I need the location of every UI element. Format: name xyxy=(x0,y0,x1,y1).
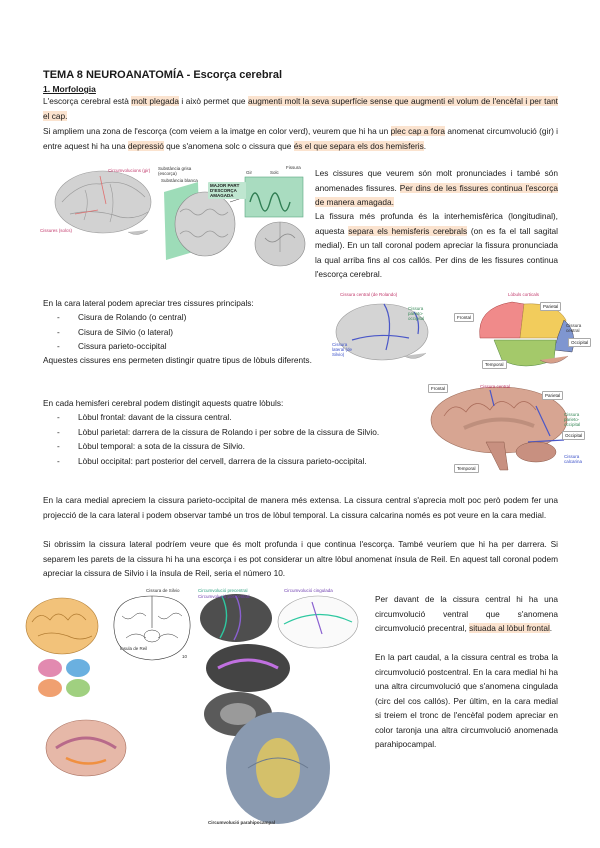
label-insula: Ínsula de Reil xyxy=(120,646,148,651)
label-gyrus: Gir xyxy=(246,170,252,175)
label-temporal: Temporal xyxy=(482,360,507,369)
paragraph-5: En la cara lateral podem apreciar tres cissures principals: xyxy=(43,298,254,308)
list-item: - Lòbul occipital: part posterior del cervell, darrera de la cissura parieto-occipital. xyxy=(43,454,423,469)
label-frontal: Frontal xyxy=(454,313,474,322)
paragraph-7: En cada hemisferi cerebral podem distingit aquests quatre lòbuls: xyxy=(43,398,284,408)
paragraph-4: La fissura més profunda és la interhemisfèrica (longitudinal), aquesta separa els hemisferis cerebrals (on es fa el tall sagital medial). En un tall coronal podem apreciar la fissura pronunciada la qual arriba fins al cos callós. Per dins de les fissures continua l'escorça cerebral. xyxy=(315,211,558,279)
list-item: - Lòbul frontal: davant de la cissura central. xyxy=(43,410,423,425)
list-item: - Cissura parieto-occipital xyxy=(43,339,333,354)
label-occipital: Occipital xyxy=(568,338,591,347)
paragraph-9: Si obrissim la cissura lateral podríem veure que és molt profunda i que continua l'escorça. També veuríem que hi ha per darrera. Si separem les parets de la cissura hi ha una escorça i es pot considerar un altre lòbul anomenat ínsula de Reil. En aquest tall coronal podem apreciar la cissura de Silvio i la ínsula de Reil, seria el número 10. xyxy=(43,539,558,578)
label-cingulate: Circumvolució cingulada xyxy=(284,588,333,593)
paragraph-2: Si ampliem una zona de l'escorça (com veiem a la imatge en color verd), veurem que hi ha un plec cap a fora anomenat circumvolució (gir) i entre aquest hi ha una depressió que s'anomena solc o cissura que és el que separa els dos hemisferis. xyxy=(43,126,559,151)
label-central-sulcus: Cissura central xyxy=(566,323,582,333)
label-silvio: Cissura de Silvio xyxy=(146,588,180,593)
paragraph-6: Aquestes cissures ens permeten distingir quatre tipus de lòbuls diferents. xyxy=(43,355,312,365)
label-central-fissure: Cissura central (de Rolando) xyxy=(340,292,398,297)
label-cortical-lobes: Lòbuls corticals xyxy=(508,292,540,297)
figure-gyri-collage xyxy=(22,588,370,828)
paragraph-1: L'escorça cerebral està molt plegada i això permet que augmenti molt la seva superfície sense que augmenti el volum de l'encèfal i per tant el cap. xyxy=(43,96,558,121)
figure-medial-brain xyxy=(424,380,594,475)
label-frontal: Frontal xyxy=(428,384,448,393)
label-parahippocampal: Circumvolució parahipocampal xyxy=(208,820,276,825)
label-hidden-cortex: MAJOR PART D'ESCORÇA AMAGADA xyxy=(208,182,246,199)
label-number-10: 10 xyxy=(182,654,188,659)
list-item: - Lòbul parietal: darrera de la cissura de Rolando i per sobre de la cissura de Silvio. xyxy=(43,425,423,440)
label-parieto-occipital: Cissura parieto-occipital xyxy=(408,306,425,321)
paragraph-3: Les cissures que veurem són molt pronunciades i també són anomenades fissures. Per dins de les fissures continua l'escorça de manera amagada. xyxy=(315,168,558,207)
figure-cortex-folding xyxy=(40,162,310,272)
label-central-fissure: Cissura central xyxy=(480,384,511,389)
label-parietal: Parietal xyxy=(540,302,561,311)
label-white-matter: Substància blanca xyxy=(161,178,198,183)
label-precentral: Circumvolució precentral xyxy=(198,588,248,593)
list-item: - Cisura de Rolando (o central) xyxy=(43,310,333,325)
label-grey-matter: Substància grisa (escorça) xyxy=(158,166,192,176)
label-fissure: Fissura xyxy=(286,165,301,170)
label-temporal: Temporal xyxy=(454,464,479,473)
label-sulcus: Solc xyxy=(270,170,279,175)
lobes-list xyxy=(43,410,423,468)
figure-lateral-lobes xyxy=(332,290,589,380)
label-postcentral: Circumvolució postcentral xyxy=(198,594,250,599)
label-sulci: Cissures (solcs) xyxy=(40,228,73,233)
fissures-list xyxy=(43,310,333,354)
label-parieto-occipital: Cissura parieto-occipital xyxy=(564,412,581,427)
paragraph-10: Per davant de la cissura central hi ha una circumvolució ventral que s'anomena circumvolució precentral, situada al lòbul frontal. xyxy=(375,594,558,633)
list-item: - Cisura de Silvio (o lateral) xyxy=(43,325,333,340)
list-item: - Lòbul temporal: a sota de la cissura de Silvio. xyxy=(43,439,423,454)
section-heading: 1. Morfologia xyxy=(43,84,96,94)
label-parietal: Parietal xyxy=(542,391,563,400)
label-occipital: Occipital xyxy=(562,431,585,440)
page-title: TEMA 8 NEUROANATOMÍA - Escorça cerebral xyxy=(43,69,283,81)
paragraph-8: En la cara medial apreciem la cissura parieto-occipital de manera més extensa. La cissura central s'aprecia molt poc però podem fer una projecció de la cara lateral i podem observar també un tros de lòbul temporal. La cissura calcarina només es pot veure en la cara medial. xyxy=(43,495,558,520)
label-calcarine: Cissura calcarina xyxy=(564,454,583,464)
label-gyri: Circumvolucions (gir) xyxy=(108,168,151,173)
gyri-collage-illustration xyxy=(22,588,370,828)
paragraph-11: En la part caudal, a la cissura central es troba la circumvolució postcentral. En la cara medial hi ha una altra circumvolució que s'anomena cingulada (circ del cos callós). Per últim, en la cara medial si treiem el tronc de l'encèfal podem apreciar en color taronja una altra circumvolució anomenada parahipocampal. xyxy=(375,652,558,749)
label-lateral-fissure: Cissura lateral (de Silvio) xyxy=(332,342,353,357)
